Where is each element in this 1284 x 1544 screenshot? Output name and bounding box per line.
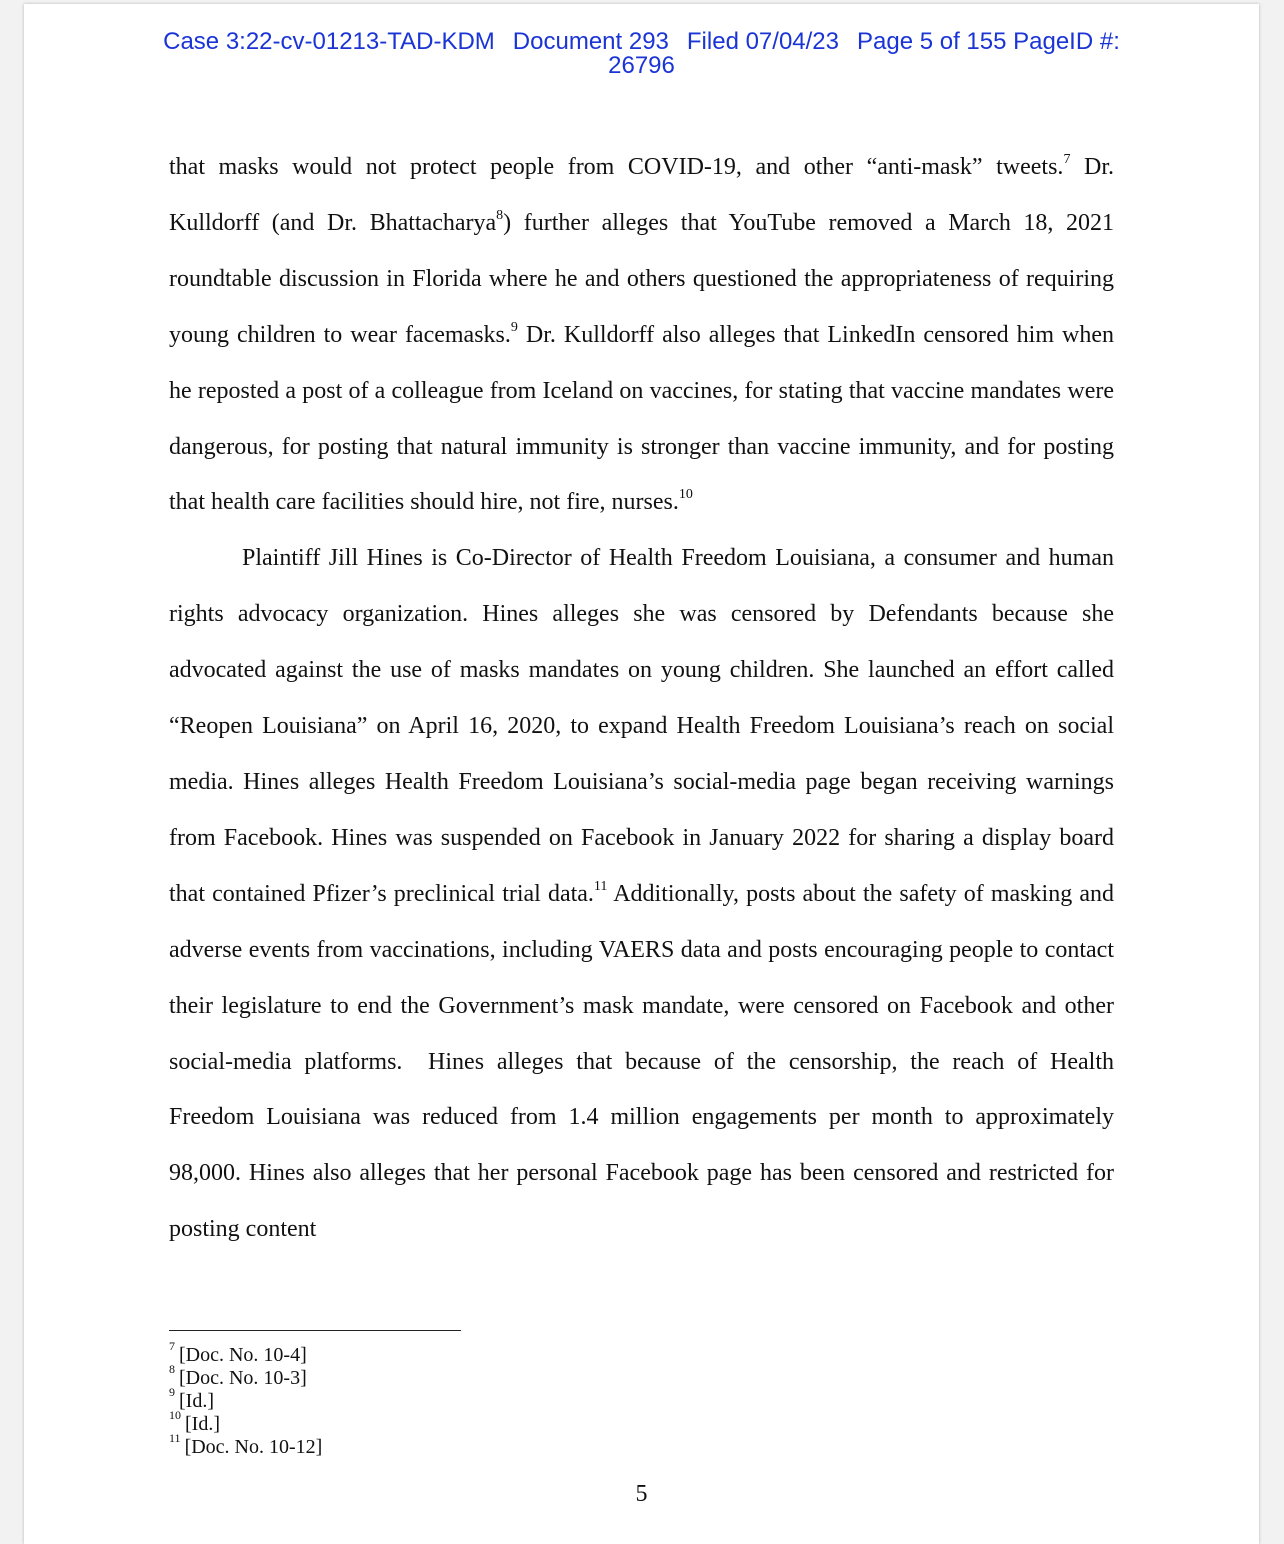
paragraph-2: Plaintiff Jill Hines is Co-Director of Health Freedom Louisiana, a consumer and human rights advocacy organization. Hines alleges she was censored by Defendants because she advocated against the use of masks mandates on young children. She launched an effort called “Reopen Louisiana” on April 16, 2020, to expand Health Freedom Louisiana’s reach on social media. Hines alleges Health Freedom Louisiana’s social-media page began receiving warnings from Facebook. Hines was suspended on Facebook in January 2022 for sharing a display board that contained Pfizer’s preclinical trial data.$^{11}$ Additionally, posts about the safety of masking and adverse events from vaccinations, including VAERS data and posts encouraging people to contact their legislature to end the Government’s mask mandate, were censored on Facebook and other social-media platforms. Hines alleges that because of the censorship, the reach of Health Freedom Louisiana was reduced from 1.4 million engagements per month to approximately 98,000. Hines also alleges that her personal Facebook page has been censored and restricted for posting content (169, 545, 1114, 1243)
footnotes (169, 1339, 323, 1459)
body-text (169, 140, 1114, 1258)
document-page (24, 4, 1259, 1544)
footnote-ref-11: 11 (593, 878, 608, 894)
page-info: Page 5 of 155 PageID #: (857, 28, 1120, 55)
paragraph-1: that masks would not protect people from COVID-19, and other “anti-mask” tweets.$^7$ Dr. Kulldorff (and Dr. Bhattacharya$^8$) further alleges that YouTube removed a March 18, 2021 roundtable discussion in Florida where he and others questioned the appropriateness of requiring young children to wear facemasks.$^9$ Dr. Kulldorff also alleges that LinkedIn censored him when he reposted a post of a colleague from Iceland on vaccines, for stating that vaccine mandates were dangerous, for posting that natural immunity is stronger than vaccine immunity, and for posting that health care facilities should hire, not fire, nurses.$^{10}$ (169, 152, 1115, 516)
footnote-divider (169, 1330, 461, 1331)
footnote: $^{10}$ [Id.] (169, 1408, 220, 1435)
footnote-ref-7: 7 (1063, 152, 1071, 167)
document-number: Document 293 (512, 28, 669, 55)
footnote-ref-10: 10 (678, 487, 693, 503)
case-number: Case 3:22-cv-01213-TAD-KDM (163, 28, 495, 55)
footnote: $^{11}$ [Doc. No. 10-12] (169, 1431, 323, 1458)
footnote: $^9$ [Id.] (169, 1385, 214, 1412)
filed-date: Filed 07/04/23 (686, 28, 839, 55)
footnote-ref-8: 8 (496, 207, 504, 223)
footnote-ref-9: 9 (510, 319, 518, 335)
case-header (24, 30, 1259, 78)
page-id: 26796 (608, 52, 675, 79)
page-number: 5 (635, 1481, 648, 1507)
footnote: $^8$ [Doc. No. 10-3] (169, 1362, 307, 1389)
footnote: $^7$ [Doc. No. 10-4] (169, 1339, 307, 1366)
